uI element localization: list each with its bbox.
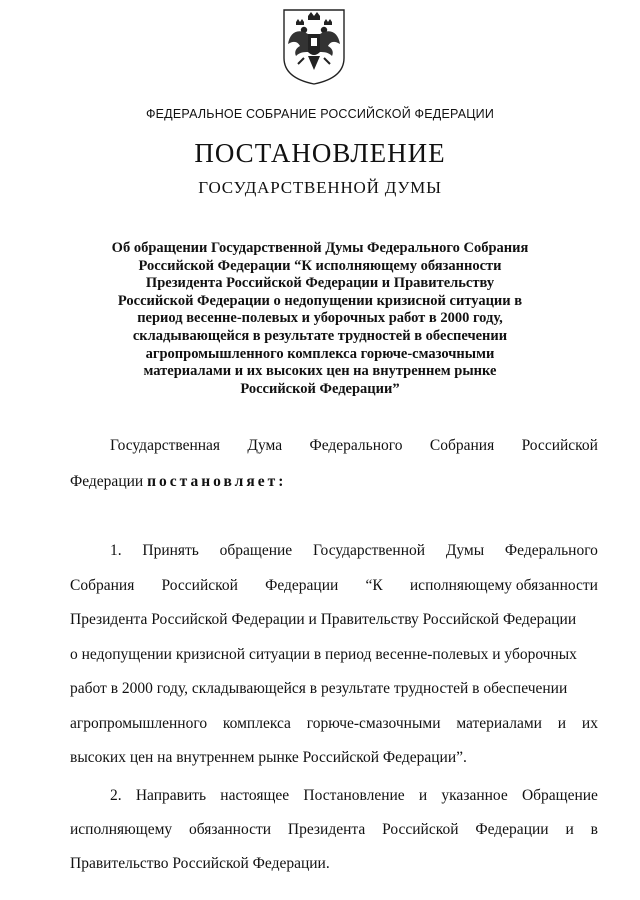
word: Принять	[142, 542, 199, 559]
word: “К	[365, 576, 383, 594]
title-line: Российской Федерации “К исполняющему обязанности	[138, 257, 502, 274]
title-line: Российской Федерации”	[240, 380, 400, 397]
word: комплекса	[222, 714, 291, 732]
word: Федерации	[265, 576, 339, 594]
paragraph-line	[70, 820, 598, 840]
word: горюче-смазочными	[306, 714, 441, 732]
word: исполняющему	[70, 821, 173, 838]
word: Федерации	[475, 821, 549, 838]
word: настоящее	[220, 787, 290, 804]
preamble-line	[70, 436, 598, 456]
paragraph-line	[70, 576, 598, 596]
word: материалами	[456, 714, 542, 732]
word: Президента	[287, 821, 366, 838]
title-line: период весенне-полевых и уборочных работ в 2000 году,	[137, 310, 503, 327]
word: Постановление	[303, 787, 405, 804]
word: их	[581, 714, 598, 732]
word: Федерального	[309, 437, 403, 454]
word: указанное	[441, 787, 508, 804]
word: Президента Российской Федерации и Правительству Российской Федерации	[70, 611, 577, 628]
word: 2.	[110, 787, 122, 804]
word: и	[565, 821, 574, 838]
word: Государственная	[110, 437, 221, 454]
word: Российской	[161, 576, 238, 594]
document-issuer: ГОСУДАРСТВЕННОЙ ДУМЫ	[198, 178, 442, 197]
word: Федерального	[504, 542, 598, 559]
word: исполняющему обязанности	[409, 576, 598, 594]
word: 1.	[110, 542, 122, 559]
word: работ в 2000 году, складывающейся в результате трудностей в обеспечении	[70, 680, 568, 697]
word: Думы	[445, 542, 485, 559]
word: Обращение	[521, 787, 598, 804]
paragraph-line	[70, 714, 598, 734]
title-line: агропромышленного комплекса горюче-смазочными	[145, 345, 495, 362]
preamble-resolves-word: постановляет:	[147, 473, 287, 490]
word: Дума	[247, 437, 283, 454]
paragraph-line	[70, 786, 598, 806]
word: Российской	[521, 437, 598, 454]
word: Российской	[382, 821, 459, 838]
word: Государственной	[312, 542, 426, 559]
title-line: Российской Федерации о недопущении кризисной ситуации в	[117, 292, 523, 309]
title-line: Об обращении Государственной Думы Федерального Собрания	[111, 240, 529, 256]
word: Собрания	[70, 576, 135, 594]
document-title	[90, 240, 550, 398]
paragraph-last-line: Правительство Российской Федерации.	[70, 855, 330, 872]
preamble-line	[70, 472, 286, 492]
paragraph-last-line: высоких цен на внутреннем рынке Российской Федерации”.	[70, 749, 467, 766]
document-type: ПОСТАНОВЛЕНИЕ	[194, 138, 446, 168]
coat-of-arms-emblem	[278, 6, 350, 86]
paragraph-line	[70, 679, 598, 699]
paragraph-line	[70, 645, 598, 665]
title-line: Президента Российской Федерации и Правительству	[145, 275, 495, 292]
word: агропромышленного	[70, 714, 208, 732]
word: и	[557, 714, 567, 732]
word: обязанности	[189, 821, 272, 838]
title-line: материалами и их высоких цен на внутреннем рынке	[143, 363, 497, 380]
paragraph-line	[70, 541, 598, 561]
organization-name: ФЕДЕРАЛЬНОЕ СОБРАНИЕ РОССИЙСКОЙ ФЕДЕРАЦИИ	[145, 107, 495, 121]
title-line: складывающейся в результате трудностей в обеспечении	[132, 327, 508, 344]
word: и	[418, 787, 428, 804]
word: Собрания	[429, 437, 495, 454]
word: Направить	[135, 787, 207, 804]
word: в	[590, 821, 598, 838]
word: обращение	[219, 542, 293, 559]
preamble-prefix: Федерации	[70, 473, 144, 490]
paragraph-line	[70, 610, 598, 630]
word: о недопущении кризисной ситуации в период весенне-полевых и уборочных	[70, 645, 577, 663]
